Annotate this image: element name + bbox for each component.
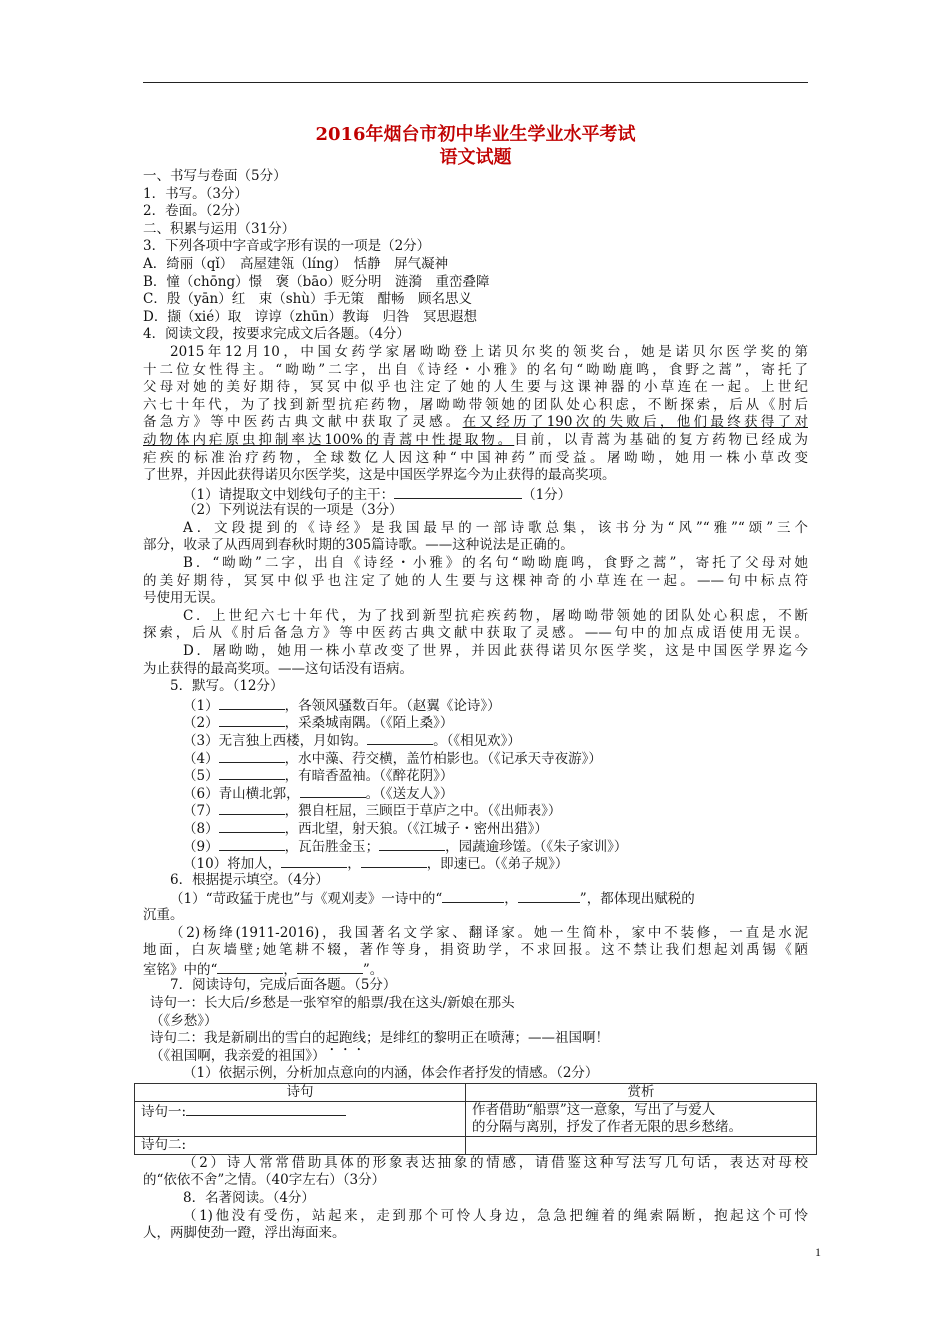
table-cell[interactable]: 诗句二: (135, 1136, 466, 1154)
dictation-item: （6）青山横北郭， 。（《送友人》） (183, 785, 454, 802)
passage-line: 备急方》等中医药古典文献中获取了灵感。在又经历了190次的失败后，他们最终获得了对 (143, 414, 808, 431)
answer-blank[interactable] (442, 889, 504, 903)
dotted-image-word: 起跑线 (325, 1030, 366, 1047)
poem-source: （《乡愁》） (150, 1012, 218, 1029)
answer-blank[interactable] (186, 1102, 346, 1116)
question-text: 1．书写。（3分） (143, 185, 248, 202)
sub-question: （1）依据示例，分析加点意向的内涵，体会作者抒发的情感。（2分） (183, 1065, 599, 1082)
dictation-item: （5） ，有暗香盈袖。（《醉花阴》） (183, 768, 454, 785)
dictation-item: （2） ，采桑城南隅。（《陌上桑》） (183, 715, 454, 732)
answer-blank[interactable] (297, 960, 363, 974)
passage-line: 父母对她的美好期待，冥冥中似乎也注定了她的人生要与这课神器的小草连在一起。上世纪 (143, 379, 808, 396)
sub-question: （2)杨绛(1911-2016)，我国著名文学家、翻译家。她一生简朴，家中不装修，一直是水泥 (170, 924, 808, 941)
answer-blank[interactable] (300, 784, 366, 798)
answer-blank[interactable] (367, 731, 433, 745)
table-header: 赏析 (466, 1083, 817, 1101)
underlined-sentence: 动物体内疟原虫抑制率达100%的青蒿中性提取物。 (143, 431, 515, 448)
poem-line: 诗句二：我是新刷出的雪白的起跑线；是绯红的黎明正在喷薄；——祖国啊！ (150, 1030, 609, 1047)
passage-line: 2015年12月10，中国女药学家屠呦呦登上诺贝尔奖的领奖台，她是诺贝尔医学奖的第 (170, 343, 808, 360)
option-b: 的美好期待，冥冥中似乎也注定了她的人生要与这棵神奇的小草连在一起。——句中标点符 (143, 572, 808, 589)
answer-blank[interactable] (281, 854, 347, 868)
sub-question: 的“依依不舍”之情。（40字左右）（3分） (143, 1172, 386, 1189)
header-rule (143, 82, 808, 83)
table-cell: 作者借助“船票”这一意象，写出了与爱人 的分隔与离别，抒发了作者无限的思乡愁绪。 (466, 1101, 817, 1136)
option-d: D．屠呦呦，她用一株小草改变了世界，并因此获得诺贝尔医学奖，这是中国医学界迄今 (183, 643, 808, 660)
option-a: 部分，收录了从西周到春秋时期的305篇诗歌。——这种说法是正确的。 (143, 537, 574, 554)
passage-line: 疟疾的标准治疗药物，全球数亿人因这种“中国神药”而受益。屠呦呦，她用一株小草改变 (143, 449, 808, 466)
table-cell[interactable] (466, 1136, 817, 1154)
underlined-sentence: 在又经历了190次的失败后，他们最终获得了对 (462, 414, 808, 431)
reading-passage: （1)他没有受伤，站起来，走到那个可怜人身边，急急把缠着的绳索隔断，抱起这个可怜 (183, 1207, 808, 1224)
page-subtitle: 语文试题 (439, 147, 512, 168)
dictation-item: （8） ，西北望，射天狼。（《江城子・密州出猎》） (183, 820, 548, 837)
table-cell: 诗句一: (135, 1101, 466, 1136)
question-text: 8．名著阅读。（4分） (183, 1190, 315, 1207)
option-a: A．绮丽（qǐ） 高屋建瓴（líng） 恬静 屏气凝神 (143, 255, 449, 272)
answer-blank[interactable] (361, 854, 427, 868)
question-text: 7．阅读诗句，完成后面各题。（5分） (170, 977, 397, 994)
dictation-item: （7） ，猥自枉屈，三顾臣于草庐之中。（《出师表》） (183, 803, 562, 820)
table-header: 诗句 (135, 1083, 466, 1101)
page-number: 1 (815, 1245, 821, 1259)
question-text: 5．默写。（12分） (170, 678, 284, 695)
dictation-item: （10）将加人， ， ，即速已。（《弟子规》） (183, 856, 569, 873)
answer-blank[interactable] (219, 766, 285, 780)
page-title: 2016年烟台市初中毕业生学业水平考试 (315, 124, 636, 145)
option-d: D．撷（xié）取 谆谆（zhūn）教诲 归咎 冥思遐想 (143, 308, 477, 325)
poem-source: （《祖国啊，我亲爱的祖国》） (150, 1047, 326, 1064)
option-d: 为止获得的最高奖项。——这句话没有语病。 (143, 660, 413, 677)
answer-blank[interactable] (219, 749, 285, 763)
sub-question: （1）请提取文中划线句子的主干： （1分） (183, 486, 572, 503)
dictation-item: （4） ，水中藻、荇交横，盖竹柏影也。（《记承天寺夜游》） (183, 750, 602, 767)
option-b: 号使用无误。 (143, 590, 224, 607)
answer-blank[interactable] (518, 889, 580, 903)
passage-line: 十二位女性得主。“呦呦”二字，出自《诗经・小雅》的名句“呦呦鹿鸣，食野之蒿”，寄托了 (143, 361, 808, 378)
answer-blank[interactable] (219, 837, 285, 851)
answer-blank[interactable] (394, 485, 522, 499)
section-heading: 一、书写与卷面（5分） (143, 168, 287, 184)
option-c: C．殷（yān）红 束（shù）手无策 酣畅 顾名思义 (143, 291, 473, 308)
question-text: 6．根据提示填空。（4分） (170, 871, 329, 888)
exam-body (143, 168, 808, 1243)
option-c: C．上世纪六七十年代，为了找到新型抗疟疾药物，屠呦呦带领她的团队处心积虑，不断 (183, 607, 808, 624)
question-text: 4．阅读文段，按要求完成文后各题。（4分） (143, 326, 410, 343)
dictation-item: （3）无言独上西楼，月如钩。 。（《相见欢》） (183, 733, 521, 749)
question-text: 2．卷面。（2分） (143, 203, 248, 220)
answer-blank[interactable] (219, 801, 285, 815)
answer-blank[interactable] (219, 713, 285, 727)
poem-line: 诗句一：长大后/乡愁是一张窄窄的船票/我在这头/新娘在那头 (150, 994, 515, 1011)
answer-blank[interactable] (219, 696, 285, 710)
passage-line: 六七十年代，为了找到新型抗疟药物，屠呦呦带领她的团队处心积虑，不断探索，后从《肘后 (143, 396, 808, 413)
sub-question: （2）诗人常常借助具体的形象表达抽象的情感，请借鉴这种写法写几句话，表达对母校 (183, 1154, 808, 1171)
option-c: 探索，后从《肘后备急方》等中医药古典文献中获取了灵感。——句中的加点成语使用无误。 (143, 625, 808, 642)
sub-question: （1）“苛政猛于虎也”与《观刈麦》一诗中的“ ， ”，都体现出赋税的 (170, 891, 695, 908)
sub-question: （2）下列说法有误的一项是（3分） (183, 502, 403, 519)
answer-blank[interactable] (217, 960, 283, 974)
dictation-item: （9） ，瓦缶胜金玉； ，园蔬逾珍馐。（《朱子家训》） (183, 838, 628, 855)
question-text: 3．下列各项中字音或字形有误的一项是（2分） (143, 238, 431, 255)
section-heading: 二、积累与运用（31分） (143, 220, 296, 237)
sub-question: 地面，白灰墙壁;她笔耕不辍，著作等身，捐资助学，不求回报。这不禁让我们想起刘禹锡《陋 (143, 942, 808, 959)
passage-line: 了世界，并因此获得诺贝尔医学奖，这是中国医学界迄今为止获得的最高奖项。 (143, 467, 616, 484)
answer-blank[interactable] (219, 819, 285, 833)
passage-line: 动物体内疟原虫抑制率达100%的青蒿中性提取物。目前，以青蒿为基础的复方药物已经成为 (143, 431, 808, 448)
sub-question: 室铭》中的“ ， ”。 (143, 961, 384, 978)
option-b: B．“呦呦”二字，出自《诗经・小雅》的名句“呦呦鹿鸣，食野之蒿”，寄托了父母对她 (183, 555, 808, 572)
analysis-table (134, 1083, 817, 1155)
option-a: A．文段提到的《诗经》是我国最早的一部诗歌总集，该书分为“风”“雅”“颂”三个 (183, 519, 808, 536)
answer-blank[interactable] (379, 837, 445, 851)
reading-passage: 人，两脚使劲一蹬，浮出海面来。 (143, 1225, 346, 1242)
sub-question: 沉重。 (143, 906, 184, 923)
option-b: B．憧（chōng）憬 褒（bāo）贬分明 涟漪 重峦叠障 (143, 273, 490, 290)
dictation-item: （1） ，各领风骚数百年。（赵翼《论诗》） (183, 697, 501, 714)
